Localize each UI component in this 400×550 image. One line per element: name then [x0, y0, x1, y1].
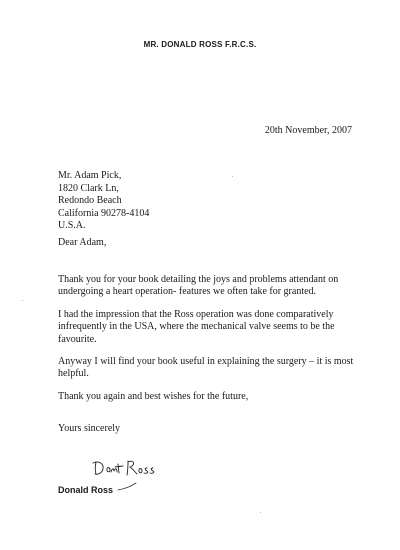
- paper-speck: [22, 300, 23, 301]
- body-paragraph: Thank you for your book detailing the joys and problems attendant on undergoing a heart operation- features we often take for granted.: [58, 274, 339, 298]
- body-paragraph: Anyway I will find your book useful in explaining the surgery – it is most helpful.: [58, 356, 354, 380]
- body-paragraph: Thank you again and best wishes for the future,: [58, 390, 249, 402]
- letter-body: [58, 274, 368, 413]
- handwritten-signature: [90, 455, 170, 479]
- body-paragraph: I had the impression that the Ross operation was done comparatively infrequently in the USA, where the mechanical valve seems to be the favourite.: [58, 308, 335, 345]
- address-line: Redondo Beach: [58, 195, 122, 207]
- salutation: Dear Adam,: [58, 237, 107, 248]
- letter-date: 20th November, 2007: [264, 125, 352, 136]
- letterhead: MR. DONALD ROSS F.R.C.S.: [143, 40, 257, 49]
- paper-speck: [232, 176, 233, 177]
- pen-flourish: [116, 481, 138, 493]
- address-line: 1820 Clark Ln,: [58, 182, 119, 194]
- address-line: California 90278-4104: [58, 207, 150, 219]
- signatory-name: Donald Ross: [58, 485, 114, 495]
- paper-speck: [260, 512, 261, 513]
- recipient-address: [58, 170, 149, 233]
- closing: Yours sincerely: [58, 423, 121, 434]
- address-line: Mr. Adam Pick,: [58, 170, 122, 181]
- address-line: U.S.A.: [58, 220, 86, 232]
